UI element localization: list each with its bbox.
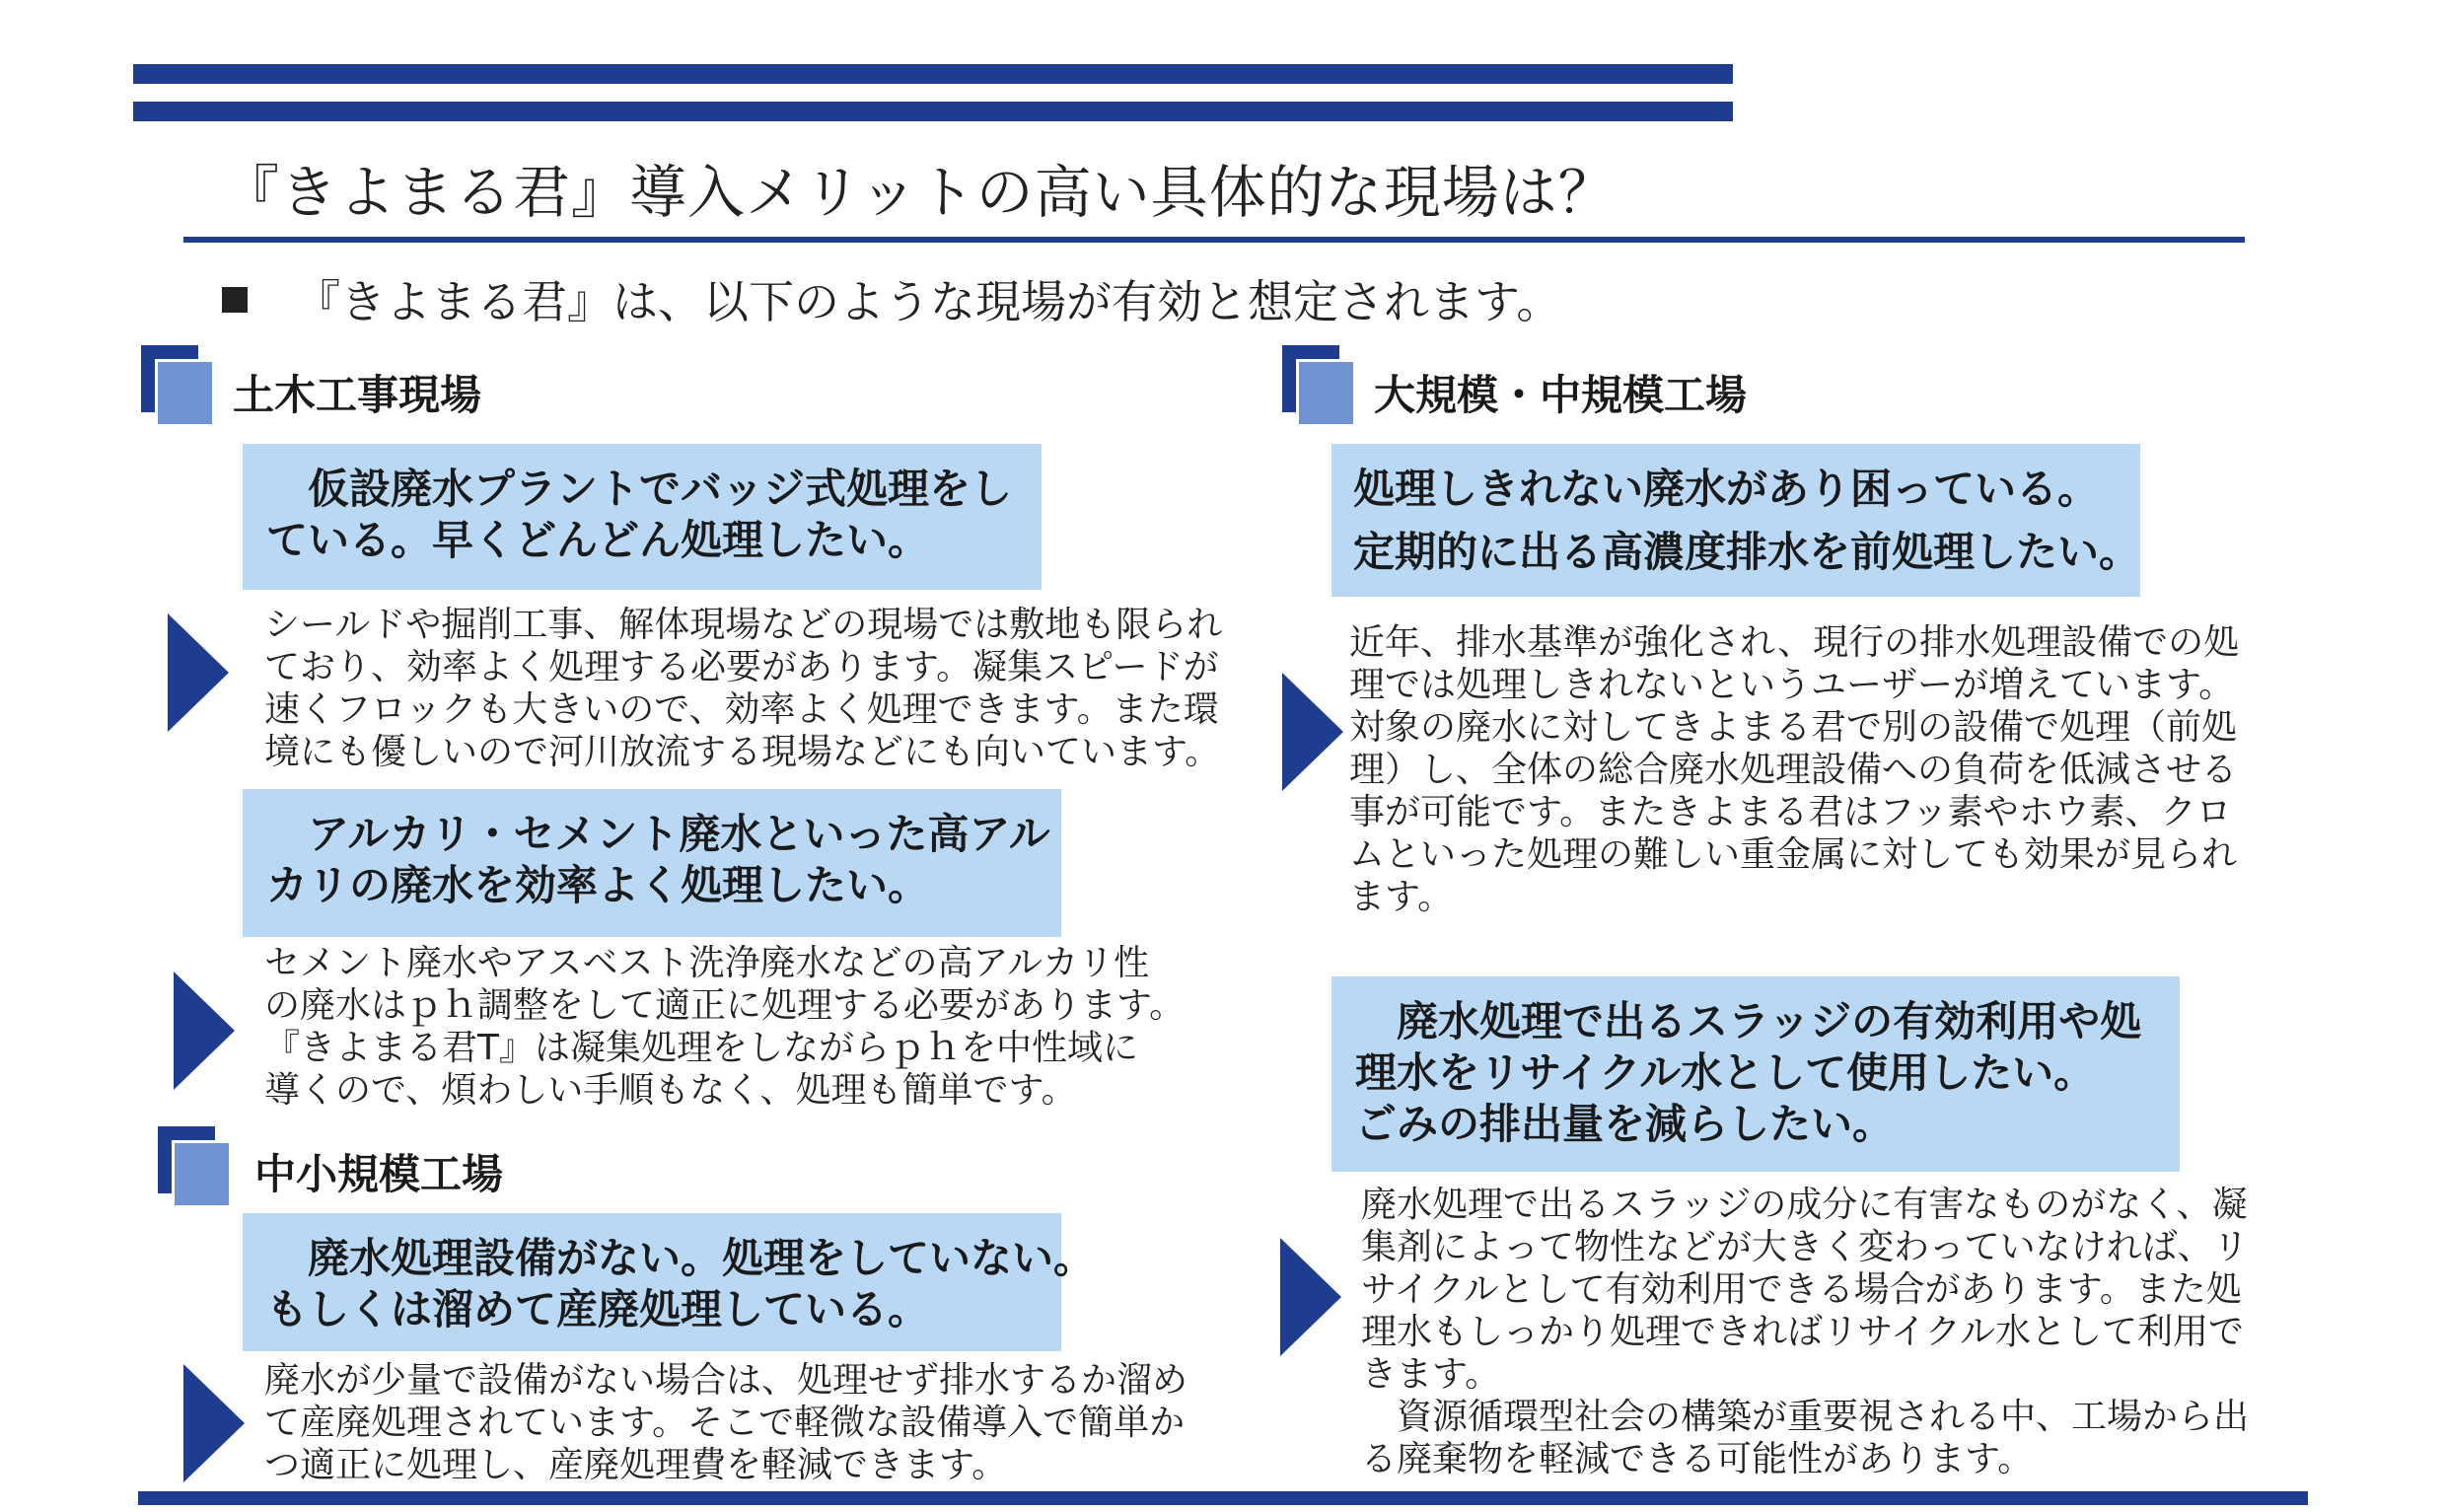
intro-line <box>222 266 1561 331</box>
arrow-right-icon <box>174 972 235 1090</box>
callout-box: 仮設廃水プラントでバッジ式処理をし ている。早くどんどん処理したい。 <box>243 444 1042 590</box>
page-title: 『きよまる君』導入メリットの高い具体的な現場は？ <box>222 159 1617 226</box>
description-text: 廃水処理で出るスラッジの成分に有害なものがなく、凝 集剤によって物性などが大きく変わっていなければ、リ サイクルとして有効利用できる場合があります。また処 理水もしっかり処理できればリサイクル水として利用で きます。 資源循環型社会の構築が重要視される中、工場から出 る廃棄物を軽減できる可能性があります。 <box>1361 1185 2250 1479</box>
square-bullet-icon <box>222 287 248 313</box>
description-text: 近年、排水基準が強化され、現行の排水処理設備での処 理では処理しきれないというユーザーが増えています。 対象の廃水に対してきよまる君で別の設備で処理（前処 理）し、全体の総合廃水処理設備への負荷を低減させる 事が可能です。またきよまる君はフッ素やホウ素、クロ ムといった処理の難しい重金属に対しても効果が見られ ます。 <box>1349 622 2240 917</box>
arrow-right-icon <box>183 1364 245 1482</box>
callout-box: 処理しきれない廃水があり困っている。 定期的に出る高濃度排水を前処理したい。 <box>1331 444 2140 597</box>
arrow-right-icon <box>1280 1238 1341 1356</box>
section-title-chusho: 中小規模工場 <box>254 1150 504 1198</box>
header-rule-top <box>133 64 1733 84</box>
description-text: セメント廃水やアスベスト洗浄廃水などの高アルカリ性 の廃水はｐｈ調整をして適正に処理する必要があります。 『きよまる君T』は凝集処理をしながらｐｈを中性域に 導くので、煩わしい手順もなく、処理も簡単です。 <box>264 943 1186 1111</box>
description-text: 廃水が少量で設備がない場合は、処理せず排水するか溜め て産廃処理されています。そこで軽微な設備導入で簡単か つ適正に処理し、産廃処理費を軽減できます。 <box>264 1360 1188 1485</box>
footer-rule <box>138 1491 2308 1505</box>
header-rule-second <box>133 102 1733 121</box>
arrow-right-icon <box>168 613 229 732</box>
section-icon-doboku <box>141 345 212 424</box>
callout-box: アルカリ・セメント廃水といった高アル カリの廃水を効率よく処理したい。 <box>243 789 1061 937</box>
arrow-right-icon <box>1282 673 1343 791</box>
intro-text: 『きよまる君』は、以下のような現場が有効と想定されます。 <box>295 275 1562 328</box>
section-icon-chusho <box>158 1126 229 1205</box>
description-text: シールドや掘削工事、解体現場などの現場では敷地も限られ ており、効率よく処理する必要があります。凝集スピードが 速くフロックも大きいので、効率よく処理できます。また環 境にも優しいので河川放流する現場などにも向いています。 <box>264 605 1223 772</box>
section-title-daikibo: 大規模・中規模工場 <box>1374 371 1748 419</box>
callout-box: 廃水処理で出るスラッジの有効利用や処 理水をリサイクル水として使用したい。 ごみの排出量を減らしたい。 <box>1331 976 2180 1172</box>
callout-box: 廃水処理設備がない。処理をしていない。 もしくは溜めて産廃処理している。 <box>243 1213 1061 1351</box>
section-title-doboku: 土木工事現場 <box>233 371 482 419</box>
section-icon-daikibo <box>1282 345 1353 424</box>
title-underline <box>183 237 2245 243</box>
